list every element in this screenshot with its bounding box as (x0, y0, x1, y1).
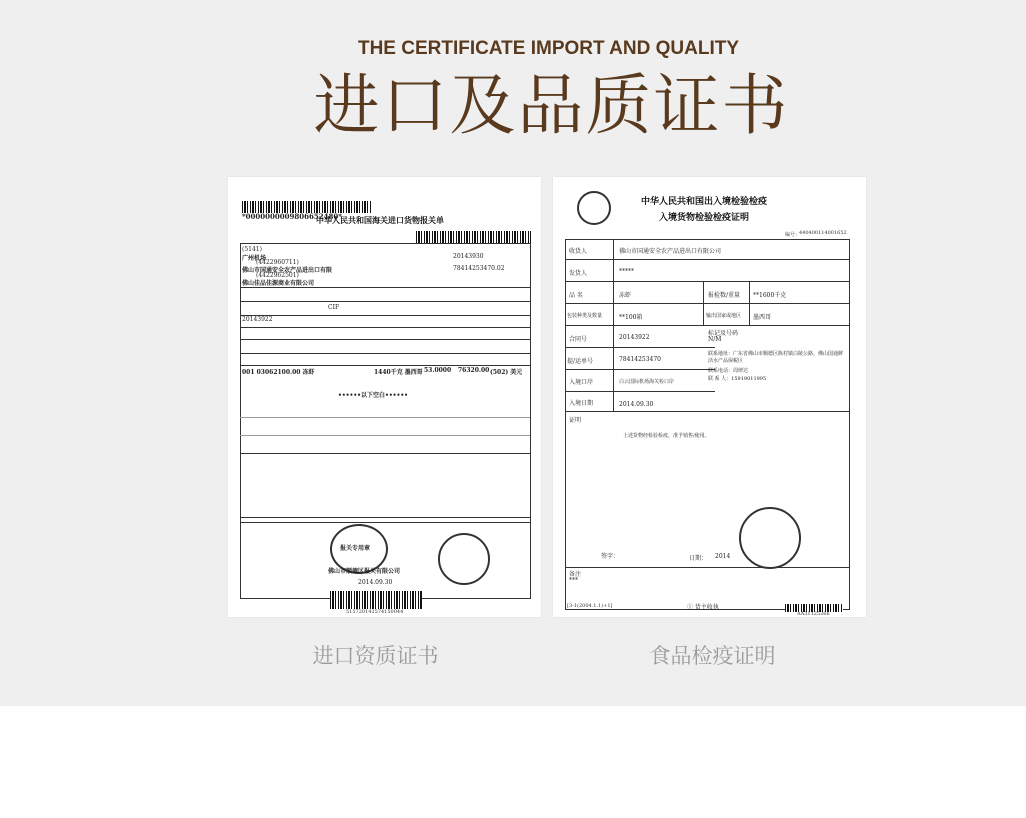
row-label-consignee: 收货人 (569, 248, 588, 255)
consignee-code: (4422962501) (256, 272, 299, 279)
goods-item: 001 03062100.00 冻虾 (242, 369, 315, 376)
doc-title-line2: 入境货物检验检疫证明 (659, 213, 750, 223)
bottom-barcode-icon (330, 591, 422, 609)
quarantine-certificate-caption: 食品检疫证明 (649, 644, 776, 668)
goods-quantity: 1440千克 墨西哥 (374, 369, 423, 376)
contact-name: 联系电话：周律达 (708, 368, 749, 374)
mark-value: N/M (708, 336, 722, 343)
row-value-waybill: 78414253470 (619, 356, 661, 363)
contact-address: 联系地址：广东省佛山市顺德区陈村镇白陵公路、佛山国通鲜活水产品保税区 (708, 351, 844, 364)
row-value-contract: 20143922 (619, 334, 650, 341)
declaration-date: 2014.09.30 (358, 579, 393, 586)
doc-title: 中华人民共和国海关进口货物报关单 (316, 215, 444, 225)
origin-label: 输出国家或地区 (706, 313, 742, 319)
row-label-entry-date: 入境日期 (569, 400, 594, 407)
trade-mode: CIF (328, 304, 340, 311)
consignee-name: 佛山佳品佳源商业有限公司 (242, 280, 315, 287)
contract-number: 20143922 (242, 316, 273, 323)
inspection-stamp-icon (739, 507, 801, 569)
proof-label: 证明 (569, 417, 582, 424)
license-number: 78414253470.02 (453, 265, 505, 272)
row-value-product: 冻虾 (619, 292, 632, 299)
barcode-text: *0000000009806652480* (242, 212, 342, 221)
currency: (502) 美元 (490, 369, 523, 376)
mark-label: 标记及号码 (708, 330, 739, 337)
section-title: 进口及品质证书 (313, 67, 790, 144)
remark-label: 备注 (569, 571, 582, 578)
ref-number: 20143930 (453, 253, 484, 260)
bottom-number: 515720141574150044 (346, 609, 404, 615)
stamp-company: 佛山市顺德区报关有限公司 (328, 568, 401, 575)
ciq-logo-icon (577, 191, 611, 225)
import-certificate-caption: 进口资质证书 (312, 644, 439, 668)
weight-label: 报检数/重量 (708, 292, 741, 299)
section-subtitle: THE CERTIFICATE IMPORT AND QUALITY (357, 38, 740, 59)
footer-code: AA31125266 (797, 611, 830, 617)
row-label-packaging: 包装种类及数量 (567, 313, 603, 319)
row-label-product: 品 名 (569, 292, 583, 299)
import-certificate-card[interactable] (228, 177, 541, 617)
customs-declaration-document (228, 177, 541, 617)
release-stamp-icon (438, 533, 490, 585)
contact-phone: 联 系 人：15919011995 (708, 376, 767, 382)
total-price: 76320.00 (458, 367, 490, 374)
proof-text: 上述货物经检验检疫，准予销售/使用。 (623, 433, 710, 439)
row-value-consignee: 佛山市国通安全农产品进出口有限公司 (619, 248, 722, 255)
unit-price: 53.0000 (424, 367, 452, 374)
row-value-port: 白云国际机场海关检口岸 (619, 379, 675, 385)
sign-date-label: 日期： (689, 555, 708, 562)
remark-value: *** (569, 577, 578, 584)
row-value-packaging: **100箱 (619, 314, 643, 321)
copy-note: ① 货主收执 (687, 604, 719, 611)
signer-label: 签字： (601, 553, 620, 560)
company-code: (4422960711) (256, 259, 299, 266)
form-code: [3-1(2004.1.1)+1] (567, 603, 613, 609)
quarantine-certificate-card[interactable] (553, 177, 866, 617)
sign-date: 2014 (715, 553, 731, 560)
row-value-entry-date: 2014.09.30 (619, 401, 654, 408)
certificate-number: 440400114001652 (799, 230, 847, 236)
doc-title-line1: 中华人民共和国出入境检验检疫 (641, 197, 768, 207)
inspection-certificate-document (553, 177, 866, 617)
port-name: 广州机场 (242, 255, 267, 262)
number-label: 编号： (785, 232, 801, 238)
weight-value: **1600千克 (753, 292, 787, 299)
row-label-waybill: 提/运单号 (567, 358, 594, 365)
row-value-consignor: ***** (619, 268, 634, 275)
stamp-text: 报关专用章 (340, 545, 371, 552)
origin-value: 墨西哥 (753, 314, 772, 321)
entry-barcode-icon (416, 231, 531, 243)
row-label-consignor: 发货人 (569, 270, 588, 277)
row-label-port: 入境口岸 (569, 379, 594, 386)
blank-marker: ••••••以下空白•••••• (338, 392, 409, 399)
company-name: 佛山市国通安全农产品进出口有限 (242, 267, 333, 274)
port-code: (5141) (242, 246, 262, 253)
row-label-contract: 合同号 (569, 336, 588, 343)
